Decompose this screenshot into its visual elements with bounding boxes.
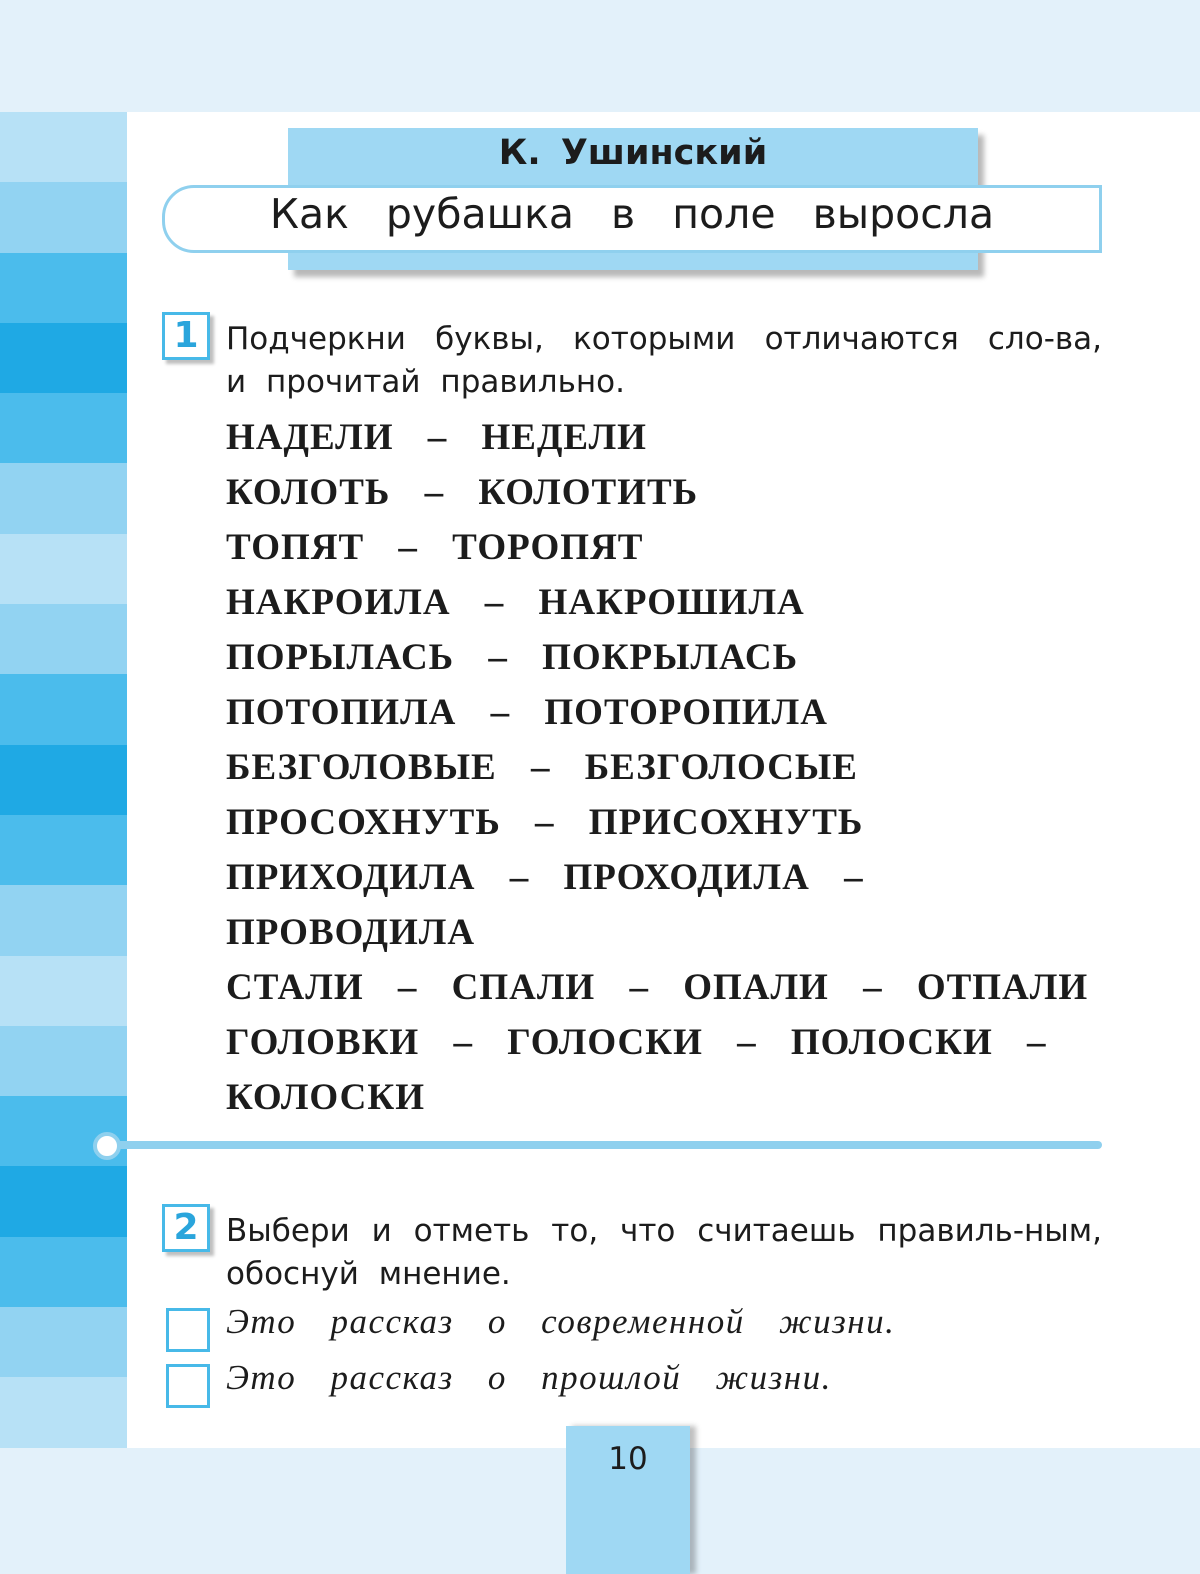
word-pair: НАДЕЛИ – НЕДЕЛИ: [226, 417, 647, 458]
word-pair: ТОПЯТ – ТОРОПЯТ: [226, 527, 644, 568]
word-pair: ПРОВОДИЛА: [226, 912, 476, 953]
section-divider: [110, 1141, 1102, 1149]
answer-option[interactable]: [166, 1302, 1066, 1352]
answer-option[interactable]: [166, 1358, 1066, 1408]
word-pair: ГОЛОВКИ – ГОЛОСКИ – ПОЛОСКИ –: [226, 1022, 1047, 1063]
stripe-band: [0, 604, 127, 674]
stripe-band: [0, 323, 127, 393]
stripe-band: [0, 182, 127, 252]
task-number-badge: 2: [162, 1204, 210, 1252]
word-pair: ПОТОПИЛА – ПОТОРОПИЛА: [226, 692, 828, 733]
task2-instruction: Выбери и отметь то, что считаешь правиль-ным, обоснуй мнение.: [226, 1213, 1102, 1292]
stripe-band: [0, 1026, 127, 1096]
stripe-band: [0, 1166, 127, 1236]
author-name: К. Ушинский: [498, 133, 768, 173]
stripe-band: [0, 534, 127, 604]
word-pair: ПОРЫЛАСЬ – ПОКРЫЛАСЬ: [226, 637, 799, 678]
word-pair: НАКРОИЛА – НАКРОШИЛА: [226, 582, 805, 623]
stripe-band: [0, 885, 127, 955]
stripe-band: [0, 1237, 127, 1307]
option-label: Это рассказ о прошлой жизни.: [226, 1358, 832, 1397]
task-number-badge: 1: [162, 312, 210, 360]
top-margin: [0, 0, 1200, 112]
stripe-band: [0, 956, 127, 1026]
word-pair: БЕЗГОЛОВЫЕ – БЕЗГОЛОСЫЕ: [226, 747, 858, 788]
divider-circle-icon: [93, 1132, 121, 1160]
page-number: 10: [608, 1441, 648, 1477]
stripe-band: [0, 674, 127, 744]
word-pair: СТАЛИ – СПАЛИ – ОПАЛИ – ОТПАЛИ: [226, 967, 1089, 1008]
stripe-band: [0, 1377, 127, 1447]
word-pair: КОЛОСКИ: [226, 1077, 425, 1118]
stripe-band: [0, 1307, 127, 1377]
option-checkbox[interactable]: [166, 1364, 210, 1408]
stripe-band: [0, 253, 127, 323]
stripe-band: [0, 463, 127, 533]
word-pair: ПРИХОДИЛА – ПРОХОДИЛА –: [226, 857, 864, 898]
word-pairs-list: [226, 410, 1106, 1125]
stripe-band: [0, 745, 127, 815]
story-title: Как рубашка в поле выросла: [269, 190, 995, 238]
option-label: Это рассказ о современной жизни.: [226, 1302, 896, 1341]
word-pair: ПРОСОХНУТЬ – ПРИСОХНУТЬ: [226, 802, 864, 843]
stripe-band: [0, 815, 127, 885]
option-checkbox[interactable]: [166, 1308, 210, 1352]
stripe-band: [0, 112, 127, 182]
task1-instruction: Подчеркни буквы, которыми отличаются сло-ва, и прочитай правильно.: [226, 321, 1102, 400]
decorative-stripes: [0, 112, 127, 1448]
stripe-band: [0, 393, 127, 463]
word-pair: КОЛОТЬ – КОЛОТИТЬ: [226, 472, 699, 513]
